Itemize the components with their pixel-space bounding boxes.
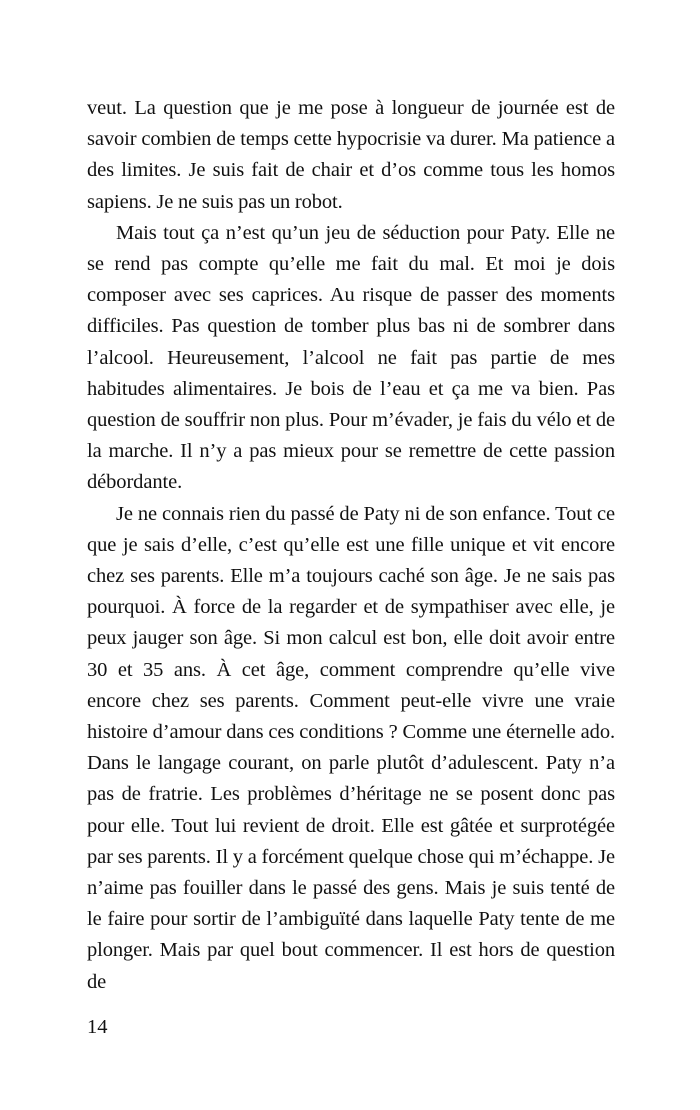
- paragraph: Je ne connais rien du passé de Paty ni de son enfance. Tout ce que je sais d’elle, c’est qu’elle est une fille unique et vit encore chez ses parents. Elle m’a toujours caché son âge. Je ne sais pas pourquoi. À force de la regarder et de sympathiser avec elle, je peux jauger son âge. Si mon calcul est bon, elle doit avoir entre 30 et 35 ans. À cet âge, comment comprendre qu’elle vive encore chez ses parents. Comment peut-elle vivre une vraie histoire d’amour dans ces conditions ? Comme une éternelle ado. Dans le langage courant, on parle plutôt d’adulescent. Paty n’a pas de fratrie. Les problèmes d’héritage ne se posent donc pas pour elle. Tout lui revient de droit. Elle est gâtée et surprotégée par ses parents. Il y a forcément quelque chose qui m’échappe. Je n’aime pas fouiller dans le passé des gens. Mais je suis tenté de le faire pour sortir de l’ambiguïté dans laquelle Paty tente de me plonger. Mais par quel bout commencer. Il est hors de question de: [87, 502, 615, 993]
- paragraph-continuation: veut. La question que je me pose à longueur de journée est de savoir combien de temps cette hypocrisie va durer. Ma patience a des limites. Je suis fait de chair et d’os comme tous les homos sapiens. Je ne suis pas un robot.: [87, 97, 615, 213]
- body-text: [87, 93, 615, 998]
- paragraph: Mais tout ça n’est qu’un jeu de séduction pour Paty. Elle ne se rend pas compte qu’elle me fait du mal. Et moi je dois composer avec ses caprices. Au risque de passer des moments difficiles. Pas question de tomber plus bas ni de sombrer dans l’alcool. Heureusement, l’alcool ne fait pas partie de mes habitudes alimentaires. Je bois de l’eau et ça me va bien. Pas question de souffrir non plus. Pour m’évader, je fais du vélo et de la marche. Il n’y a pas mieux pour se remettre de cette passion débordante.: [87, 221, 615, 494]
- page-number: 14: [87, 1016, 108, 1038]
